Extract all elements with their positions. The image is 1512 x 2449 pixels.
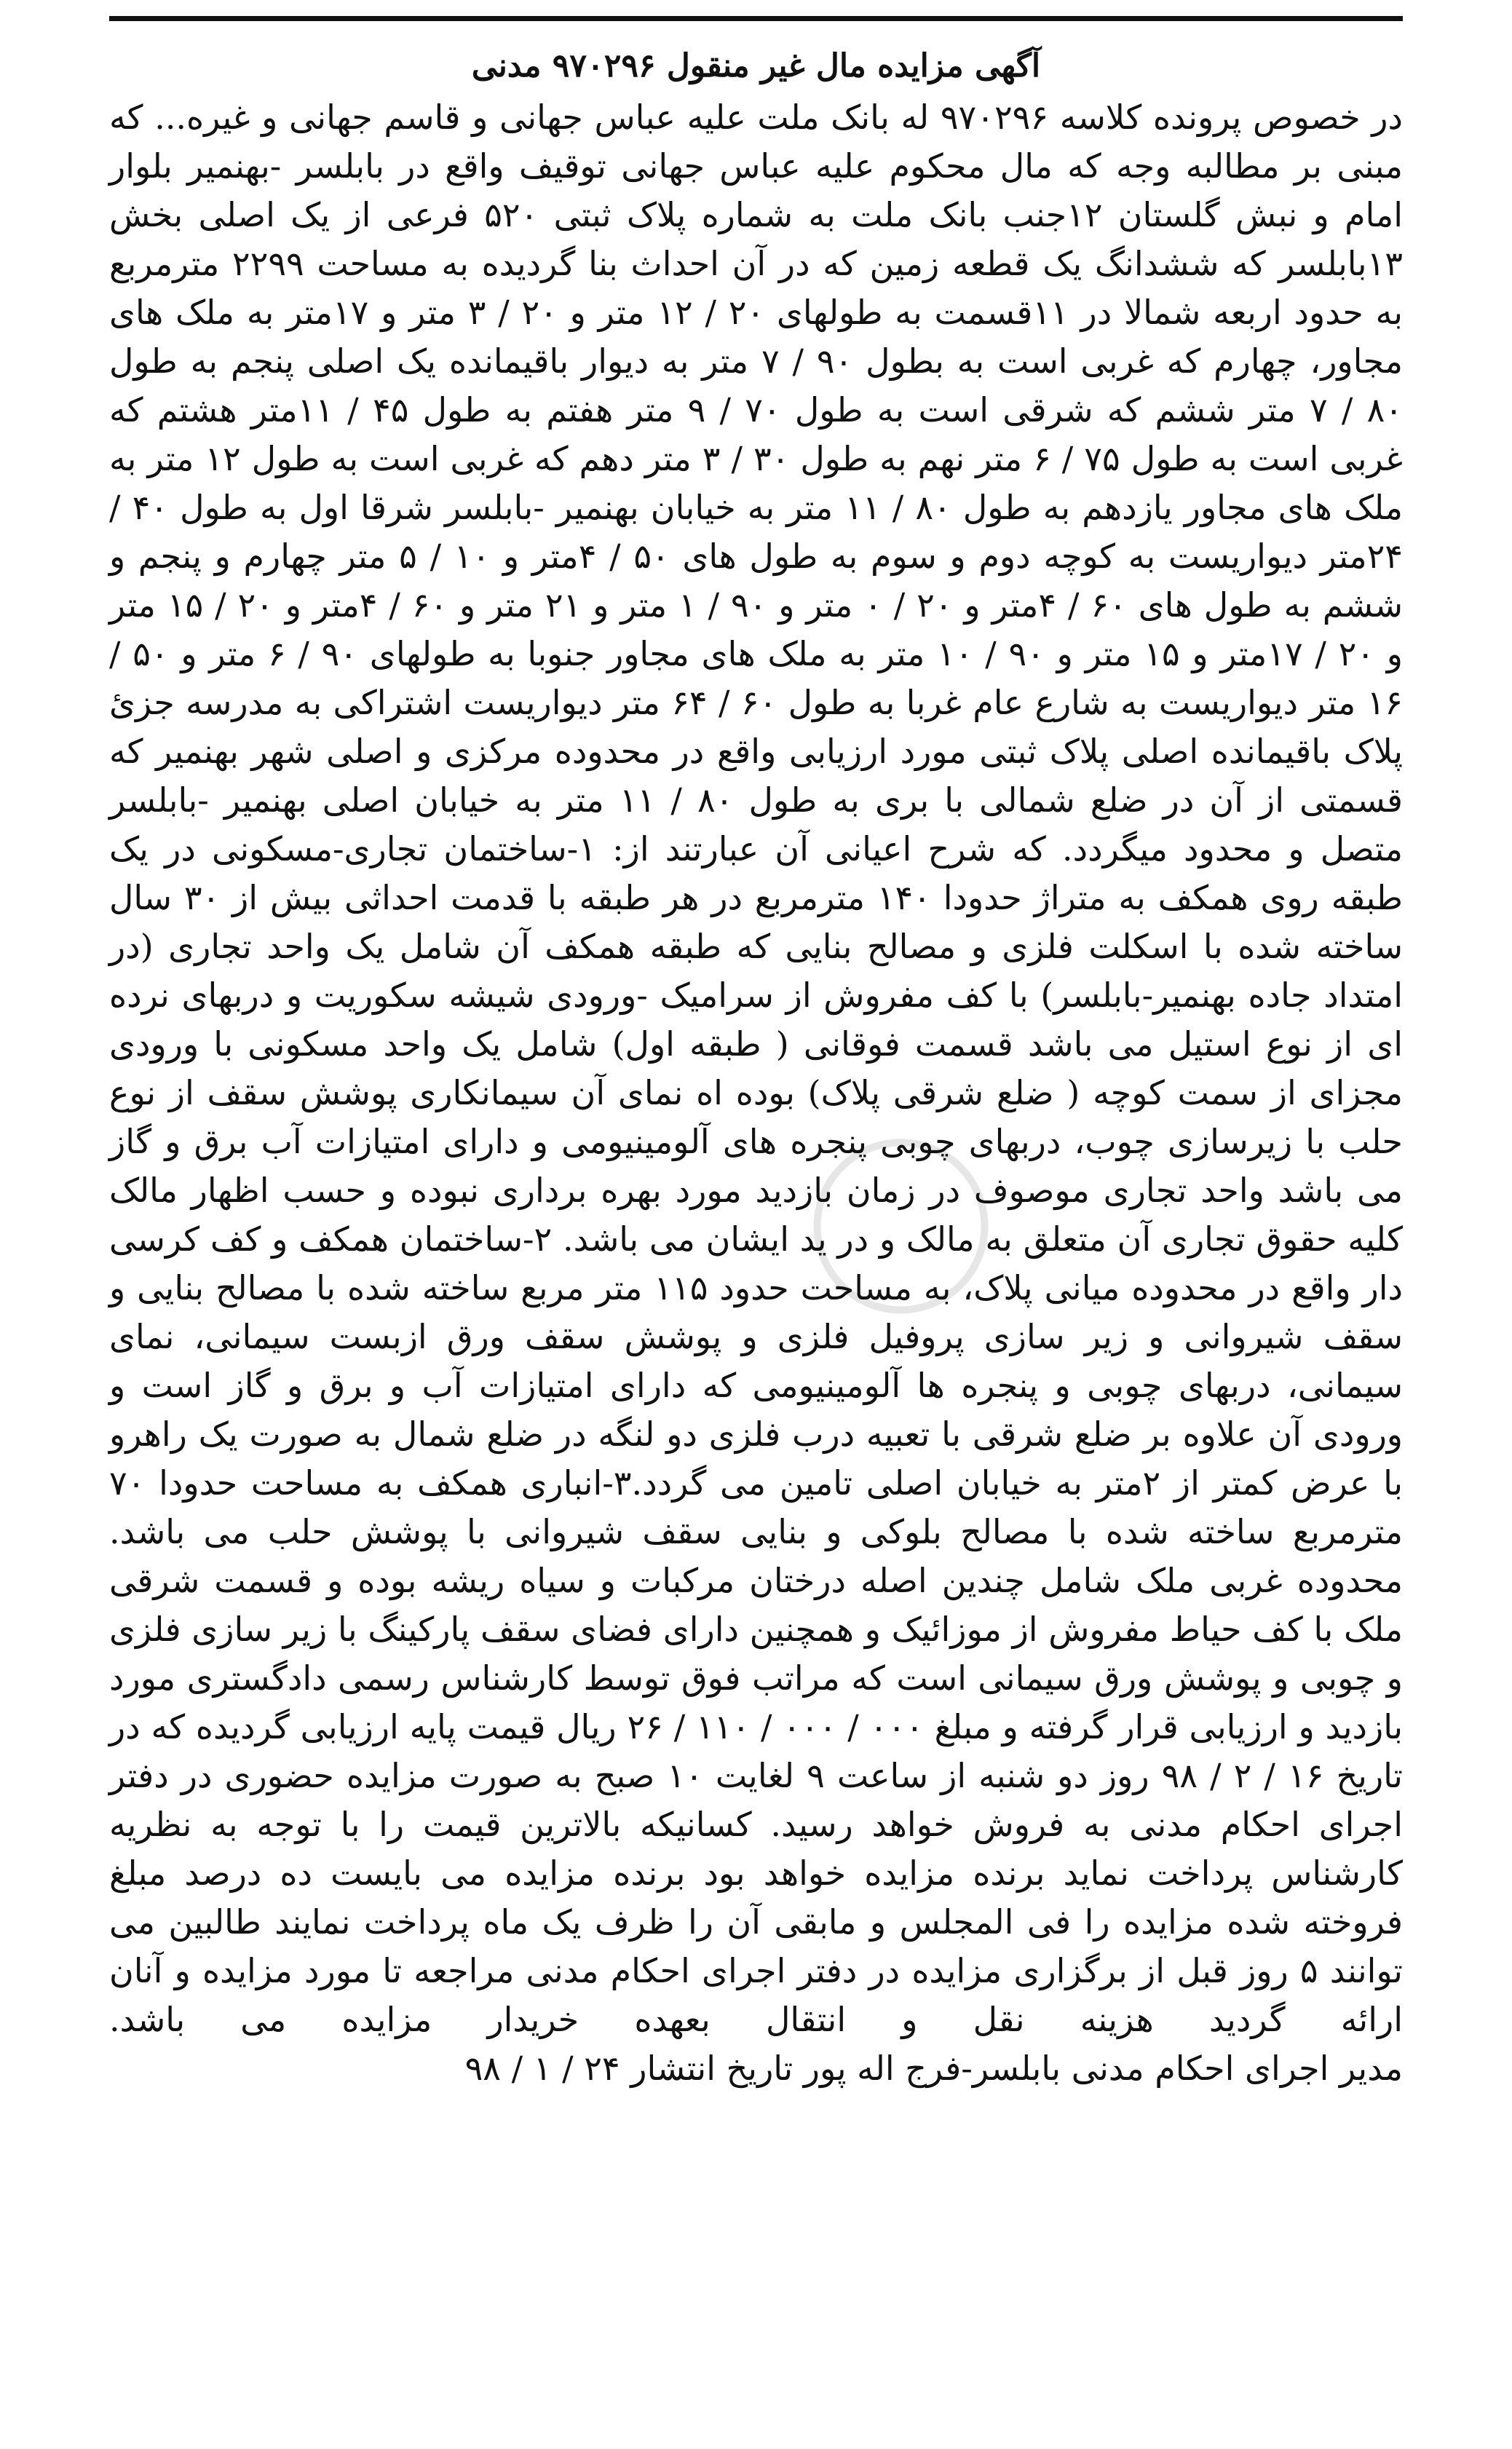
auction-notice bbox=[109, 42, 1403, 2093]
top-divider bbox=[109, 16, 1403, 21]
notice-signature: مدیر اجرای احکام مدنی بابلسر-فرج اله پور تاریخ انتشار ۲۴ / ۱ / ۹۸ bbox=[464, 2049, 1403, 2088]
notice-title: آگهی مزایده مال غیر منقول ۹۷۰۲۹۶ مدنی bbox=[471, 47, 1041, 84]
notice-body: در خصوص پرونده کلاسه ۹۷۰۲۹۶ له بانک ملت علیه عباس جهانی و قاسم جهانی و غیره... که مبنی بر مطالبه وجه که مال محکوم علیه عباس جهانی توقیف واقع در بابلسر -بهنمیر بلوار امام و نبش گلستان ۱۲جنب بانک ملت به شماره پلاک ثبتی ۵۲۰ فرعی از یک اصلی بخش ۱۳بابلسر که ششدانگ یک قطعه زمین که در آن احداث بنا گردیده به مساحت ۲۲۹۹ مترمربع به حدود اربعه شمالا در ۱۱قسمت به طولهای ۲۰ / ۱۲ متر و ۲۰ / ۳ متر و ۱۷متر به ملک های مجاور، چهارم که غربی است به بطول ۹۰ / ۷ متر به دیوار باقیمانده یک اصلی پنجم به طول ۸۰ / ۷ متر ششم که شرقی است به طول ۷۰ / ۹ متر هفتم به طول ۴۵ / ۱۱متر هشتم که غربی است به طول ۷۵ / ۶ متر نهم به طول ۳۰ / ۳ متر دهم که غربی است به طول ۱۲ متر به ملک های مجاور یازدهم به طول ۸۰ / ۱۱ متر به خیابان بهنمیر -بابلسر شرقا اول به طول ۴۰ / ۲۴متر دیواریست به کوچه دوم و سوم به طول های ۵۰ / ۴متر و ۱۰ / ۵ متر چهارم و پنجم و ششم به طول های ۶۰ / ۴متر و ۲۰ / ۰ متر و ۹۰ / ۱ متر و ۲۱ متر و ۶۰ / ۴متر و ۲۰ / ۱۵ متر و ۲۰ / ۱۷متر و ۱۵ متر و ۹۰ / ۱۰ متر به ملک های مجاور جنوبا به طولهای ۹۰ / ۶ متر و ۵۰ / ۱۶ متر دیواریست به شارع عام غربا به طول ۶۰ / ۶۴ متر دیواریست اشتراکی به مدرسه جزئ پلاک باقیمانده اصلی پلاک ثبتی مورد ارزیابی واقع در محدوده مرکزی و اصلی شهر بهنمیر که قسمتی از آن در ضلع شمالی با بری به طول ۸۰ / ۱۱ متر به خیابان اصلی بهنمیر -بابلسر متصل و محدود میگردد. که شرح اعیانی آن عبارتند از: ۱-ساختمان تجاری-مسکونی در یک طبقه روی همکف به متراژ حدودا ۱۴۰ مترمربع در هر طبقه با قدمت احداثی بیش از ۳۰ سال ساخته شده با اسکلت فلزی و مصالح بنایی که طبقه همکف آن شامل یک واحد تجاری (در امتداد جاده بهنمیر-بابلسر) با کف مفروش از سرامیک -ورودی شیشه سکوریت و دربهای نرده ای از نوع استیل می باشد قسمت فوقانی ( طبقه اول) شامل یک واحد مسکونی با ورودی مجزای از سمت کوچه ( ضلع شرقی پلاک) بوده اه نمای آن سیمانکاری پوشش سقف از نوع حلب با زیرسازی چوب، دربهای چوبی پنجره های آلومینیومی و دارای امتیازات آب برق و گاز می باشد واحد تجاری موصوف در زمان بازدید مورد بهره برداری نبوده و حسب اظهار مالک کلیه حقوق تجاری آن متعلق به مالک و در ید ایشان می باشد. ۲-ساختمان همکف و کف کرسی دار واقع در محدوده میانی پلاک، به مساحت حدود ۱۱۵ متر مربع ساخته شده با مصالح بنایی و سقف شیروانی و زیر سازی پروفیل فلزی و پوشش سقف ورق ازبست سیمانی، نمای سیمانی، دربهای چوبی و پنجره ها آلومینیومی که دارای امتیازات آب و برق و گاز است و ورودی آن علاوه بر ضلع شرقی با تعبیه درب فلزی دو لنگه در ضلع شمال به صورت یک راهرو با عرض کمتر از ۲متر به خیابان اصلی تامین می گردد.۳-انباری همکف به مساحت حدودا ۷۰ مترمربع ساخته شده با مصالح بلوکی و بنایی سقف شیروانی با پوشش حلب می باشد. محدوده غربی ملک شامل چندین اصله درختان مرکبات و سیاه ریشه بوده و قسمت شرقی ملک با کف حیاط مفروش از موزائیک و همچنین دارای فضای سقف پارکینگ با زیر سازی فلزی و چوبی و پوشش ورق سیمانی است که مراتب فوق توسط کارشناس رسمی دادگستری مورد بازدید و ارزیابی قرار گرفته و مبلغ ۰۰۰ / ۰۰۰ / ۱۱۰ / ۲۶ ریال قیمت پایه ارزیابی گردیده که در تاریخ ۱۶ / ۲ / ۹۸ روز دو شنبه از ساعت ۹ لغایت ۱۰ صبح به صورت مزایده حضوری در دفتر اجرای احکام مدنی به فروش خواهد رسید. کسانیکه بالاترین قیمت را با توجه به نظریه کارشناس پرداخت نماید برنده مزایده خواهد بود برنده مزایده می بایست ده درصد مبلغ فروخته شده مزایده را فی المجلس و مابقی آن را ظرف یک ماه پرداخت نمایند طالبین می توانند ۵ روز قبل از برگزاری مزایده در دفتر اجرای احکام مدنی مراجعه تا مورد مزایده و آنان ارائه گردید هزینه نقل و انتقال بعهده خریدار مزایده می باشد. bbox=[109, 98, 1404, 2039]
